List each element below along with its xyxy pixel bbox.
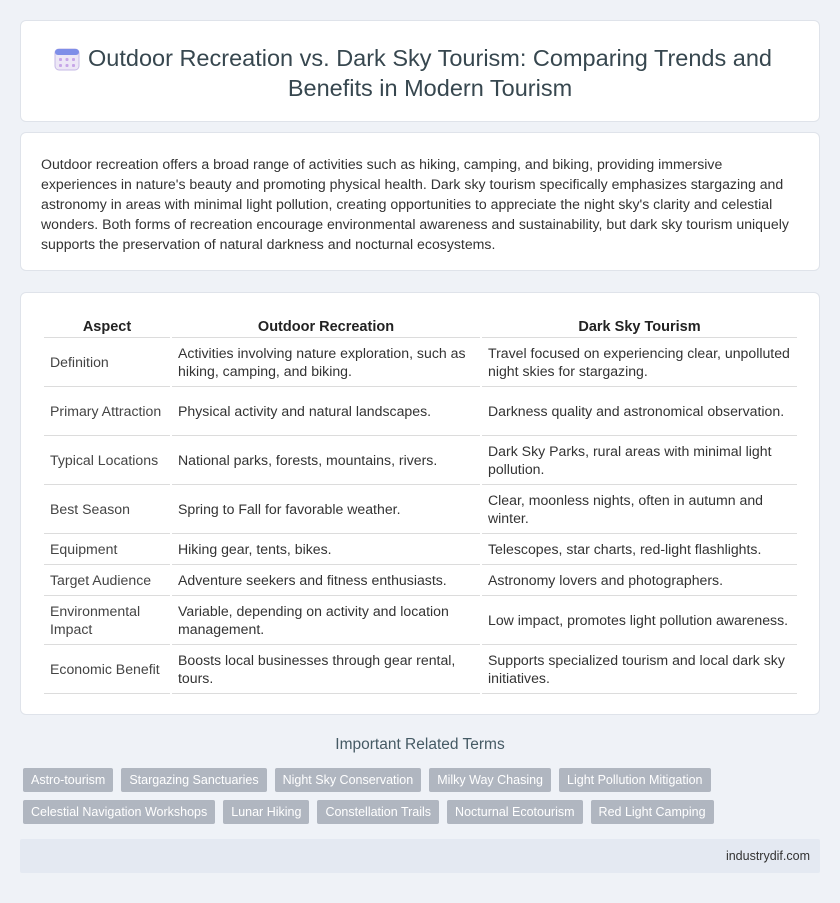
row-aspect: Environmental Impact [44,596,170,645]
tag[interactable]: Astro-tourism [23,768,113,792]
table-row [44,645,797,694]
tag[interactable]: Red Light Camping [591,800,714,824]
header-aspect: Aspect [44,315,170,338]
row-aspect: Definition [44,338,170,387]
tag[interactable]: Night Sky Conservation [275,768,422,792]
table-row [44,534,797,565]
tag[interactable]: Nocturnal Ecotourism [447,800,583,824]
row-outdoor: National parks, forests, mountains, rivers. [172,436,480,485]
tag[interactable]: Stargazing Sanctuaries [121,768,266,792]
row-outdoor: Boosts local businesses through gear rental, tours. [172,645,480,694]
row-dark-sky: Supports specialized tourism and local dark sky initiatives. [482,645,797,694]
intro-paragraph: Outdoor recreation offers a broad range of activities such as hiking, camping, and biking, providing immersive experiences in nature's beauty and promoting physical health. Dark sky tourism specifically emphasizes stargazing and astronomy in areas with minimal light pollution, creating opportunities to appreciate the night sky's clarity and celestial wonders. Both forms of recreation encourage environmental awareness and sustainability, but dark sky tourism uniquely supports the preservation of natural darkness and nocturnal ecosystems. [41,156,789,252]
row-outdoor: Activities involving nature exploration, such as hiking, camping, and biking. [172,338,480,387]
tag[interactable]: Milky Way Chasing [429,768,551,792]
row-outdoor: Spring to Fall for favorable weather. [172,485,480,534]
row-aspect: Equipment [44,534,170,565]
row-outdoor: Variable, depending on activity and location management. [172,596,480,645]
related-terms-tags [23,768,823,832]
table-row [44,596,797,645]
tag-row [23,800,823,824]
table-header-row [44,315,797,338]
tag[interactable]: Celestial Navigation Workshops [23,800,215,824]
related-terms-title: Important Related Terms [335,736,505,753]
table-row [44,436,797,485]
row-outdoor: Adventure seekers and fitness enthusiasts. [172,565,480,596]
comparison-table-card [20,292,820,715]
footer-site[interactable]: industrydif.com [725,849,810,863]
row-aspect: Best Season [44,485,170,534]
table-row [44,338,797,387]
row-dark-sky: Telescopes, star charts, red-light flashlights. [482,534,797,565]
row-dark-sky: Dark Sky Parks, rural areas with minimal light pollution. [482,436,797,485]
comparison-table [42,315,799,694]
row-aspect: Target Audience [44,565,170,596]
tag[interactable]: Light Pollution Mitigation [559,768,711,792]
row-dark-sky: Darkness quality and astronomical observation. [482,387,797,436]
table-row [44,387,797,436]
table-row [44,565,797,596]
row-dark-sky: Clear, moonless nights, often in autumn and winter. [482,485,797,534]
header-outdoor-recreation: Outdoor Recreation [172,315,480,338]
tag[interactable]: Constellation Trails [317,800,439,824]
tag-row [23,768,823,792]
row-aspect: Typical Locations [44,436,170,485]
table-row [44,485,797,534]
row-dark-sky: Astronomy lovers and photographers. [482,565,797,596]
row-dark-sky: Low impact, promotes light pollution awareness. [482,596,797,645]
row-outdoor: Hiking gear, tents, bikes. [172,534,480,565]
row-aspect: Economic Benefit [44,645,170,694]
header-dark-sky-tourism: Dark Sky Tourism [482,315,797,338]
page-title: Outdoor Recreation vs. Dark Sky Tourism: Comparing Trends and Benefits in Modern Tourism [88,45,772,101]
tag[interactable]: Lunar Hiking [223,800,309,824]
row-aspect: Primary Attraction [44,387,170,436]
footer [20,839,820,873]
intro-card [20,132,820,271]
row-dark-sky: Travel focused on experiencing clear, unpolluted night skies for stargazing. [482,338,797,387]
row-outdoor: Physical activity and natural landscapes. [172,387,480,436]
header-card [20,20,820,122]
